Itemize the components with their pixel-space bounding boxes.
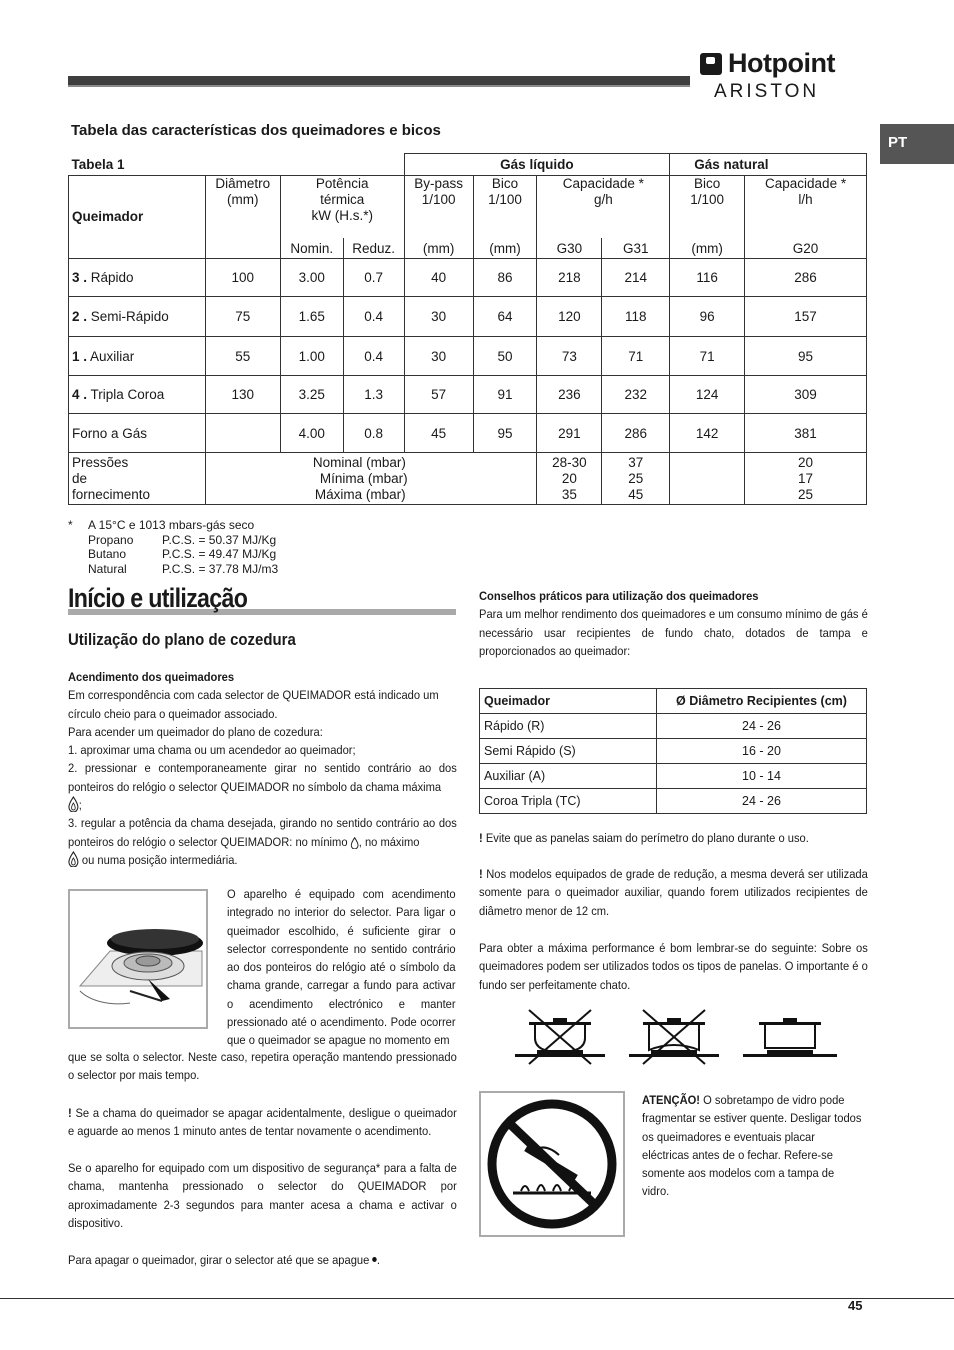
h-bypass: By-pass 1/100 [404, 176, 473, 239]
pot-diameter-table: Queimador Ø Diâmetro Recipientes (cm) Rápido (R) 24 - 26 Semi Rápido (S) 16 - 20 Auxiliar (A) 10 - 14 Coroa Tripla (TC) 24 - 26 [479, 688, 867, 814]
subsection-title: Utilização do plano de cozedura [68, 630, 296, 649]
table-row: 4 . Tripla Coroa 130 3.25 1.3 57 91 236 232 124 309 [69, 376, 867, 414]
burner-ignition-illustration [68, 889, 208, 1029]
h-bypass-unit: (mm) [404, 238, 473, 258]
language-tab: PT [880, 124, 954, 164]
pot-flat-bottom-icon [743, 1018, 837, 1057]
brand-sub: ARISTON [714, 81, 820, 102]
heading-tips: Conselhos práticos para utilização dos queimadores [479, 589, 759, 603]
h-burner: Queimador [69, 176, 206, 259]
page-number: 45 [848, 1298, 863, 1313]
flame-max-icon-2 [68, 851, 79, 867]
section-title: Início e utilização [68, 583, 248, 613]
h-bico-natural-unit: (mm) [670, 238, 745, 258]
h-bico: Bico 1/100 [473, 176, 537, 239]
warning-label: ATENÇÃO! [642, 1093, 701, 1107]
performance-text: Para obter a máxima performance é bom lembrar-se do seguinte: Sobre os queimadores podem ser utilizados todos os tipos de panelas. O importante é o fundo ser perfeitamente chato. [479, 941, 868, 992]
note-perimeter: ! Evite que as panelas saiam do perímetro do plano durante o uso. [479, 831, 809, 845]
table-row: Semi Rápido (S) 16 - 20 [480, 739, 867, 764]
h-diam: Diâmetro (mm) [205, 176, 280, 259]
ignition-text-cont: que se solta o selector. Neste caso, repetira operação mantendo pressionado o selector por mais tempo. [68, 1050, 457, 1083]
h-power: Potência térmica kW (H.s.*) [280, 176, 404, 239]
turn-off-text: Para apagar o queimador, girar o selector até que se apague . [68, 1253, 381, 1267]
h-g30: G30 [537, 238, 602, 258]
h-bico-unit: (mm) [473, 238, 537, 258]
h-g31: G31 [602, 238, 670, 258]
header-bar [68, 76, 690, 85]
ignition-side-text: O aparelho é equipado com acendimento integrado no interior do selector. Para ligar o queimador escolhido, é suficiente girar o selector correspondente no sentido contrário ao dos ponteiros do relógio até o símbolo da chama grande, carregar a fundo para activar o acendimento electrónico e manter pressionado até o acendimento. Pode ocorrer que o queimador se apague no momento em [227, 887, 456, 1048]
h-cap-natural: Capacidade * l/h [745, 176, 867, 239]
flame-max-icon [68, 796, 79, 812]
left-column: Acendimento dos queimadores Em correspondência com cada selector de QUEIMADOR está indicado um círculo cheio para o queimador associado. Para acender um queimador do plano de cozedura: 1. aproximar uma chama ou um acendedor ao queimador; 2. pressionar e contemporaneamente girar no sentido contrário ao dos ponteiros do relógio o selector QUEIMADOR no símbolo da chama máxima ; 3. regular a potência da chama desejada, girando no sentido contrário ao dos ponteiros do relógio o selector QUEIMADOR: no mínimo , no máximo ou numa posição intermediária. [68, 670, 457, 867]
heading-accend: Acendimento dos queimadores [68, 670, 235, 684]
h-g20: G20 [745, 238, 867, 258]
table-title: Tabela das características dos queimadores e bicos [71, 122, 441, 139]
burner-table [68, 153, 867, 505]
table-row: 3 . Rápido 100 3.00 0.7 40 86 218 214 116 286 [69, 259, 867, 297]
warning-flame-out: ! Se a chama do queimador se apagar acidentalmente, desligue o queimador e aguarde ao menos 1 minuto antes de tentar novamente o acendimento. [68, 1106, 457, 1139]
footnote: * A 15°C e 1013 mbars-gás seco Propano P.C.S. = 50.37 MJ/Kg Butano P.C.S. = 49.47 MJ/Kg Natural P.C.S. = 37.78 MJ/m3 [68, 518, 279, 576]
pot-rounded-bottom-icon [515, 1010, 605, 1064]
h-nomin: Nomin. [280, 238, 343, 258]
safety-device-text: Se o aparelho for equipado com um dispositivo de segurança* para a falta de chama, mantenha pressionado o selector do QUEIMADOR por aproximadamente 2-3 segundos para manter acesa a chama e activar o dispositivo. [68, 1161, 457, 1230]
table-row: Coroa Tripla (TC) 24 - 26 [480, 789, 867, 814]
flame-min-icon [351, 837, 359, 849]
right-column: Conselhos práticos para utilização dos queimadores Para um melhor rendimento dos queimadores e um consumo mínimo de gás é necessário usar recipientes de fundo chato, dotados de tampa e proporcionados ao queimador: [479, 589, 868, 658]
group-natural: Gás natural [670, 154, 867, 176]
table-label: Tabela 1 [71, 156, 125, 172]
brand-name: Hotpoint [728, 48, 835, 78]
table-row: 1 . Auxiliar 55 1.00 0.4 30 50 73 71 71 95 [69, 337, 867, 376]
table-row: Auxiliar (A) 10 - 14 [480, 764, 867, 789]
glass-lid-warning: ATENÇÃO! O sobretampo de vidro pode fragmentar se estiver quente. Desligar todos os queimadores e eventuais placar eléctricas antes de o fechar. Refere-se somente aos modelos com a tampa de vidro. [642, 1093, 862, 1199]
table-row: Rápido (R) 24 - 26 [480, 714, 867, 739]
h-cap-liquid: Capacidade * g/h [537, 176, 670, 239]
pot-concave-bottom-icon [629, 1010, 719, 1064]
pot-shapes-illustration [515, 1008, 837, 1070]
h-bico-natural: Bico 1/100 [670, 176, 745, 239]
pressure-row: Pressões de fornecimento Nominal (mbar) Mínima (mbar) Máxima (mbar) 28-30 20 35 37 25 45 20 17 25 [69, 453, 867, 505]
logo-mark-icon [700, 53, 722, 75]
footer-line [0, 1298, 954, 1299]
table-row: Forno a Gás 4.00 0.8 45 95 291 286 142 381 [69, 414, 867, 453]
note-reduction-grid: ! Nos modelos equipados de grade de redução, a mesma deverá ser utilizada somente para o queimador auxiliar, quando forem utilizados recipientes de diâmetro menor de 12 cm. [479, 867, 868, 918]
header-bar-underline [68, 85, 690, 87]
h-reduz: Reduz. [343, 238, 404, 258]
table-row: 2 . Semi-Rápido 75 1.65 0.4 30 64 120 118 96 157 [69, 297, 867, 337]
brand-logo [700, 48, 860, 108]
group-liquid: Gás líquido [404, 154, 670, 176]
glass-lid-warning-illustration [479, 1091, 625, 1237]
